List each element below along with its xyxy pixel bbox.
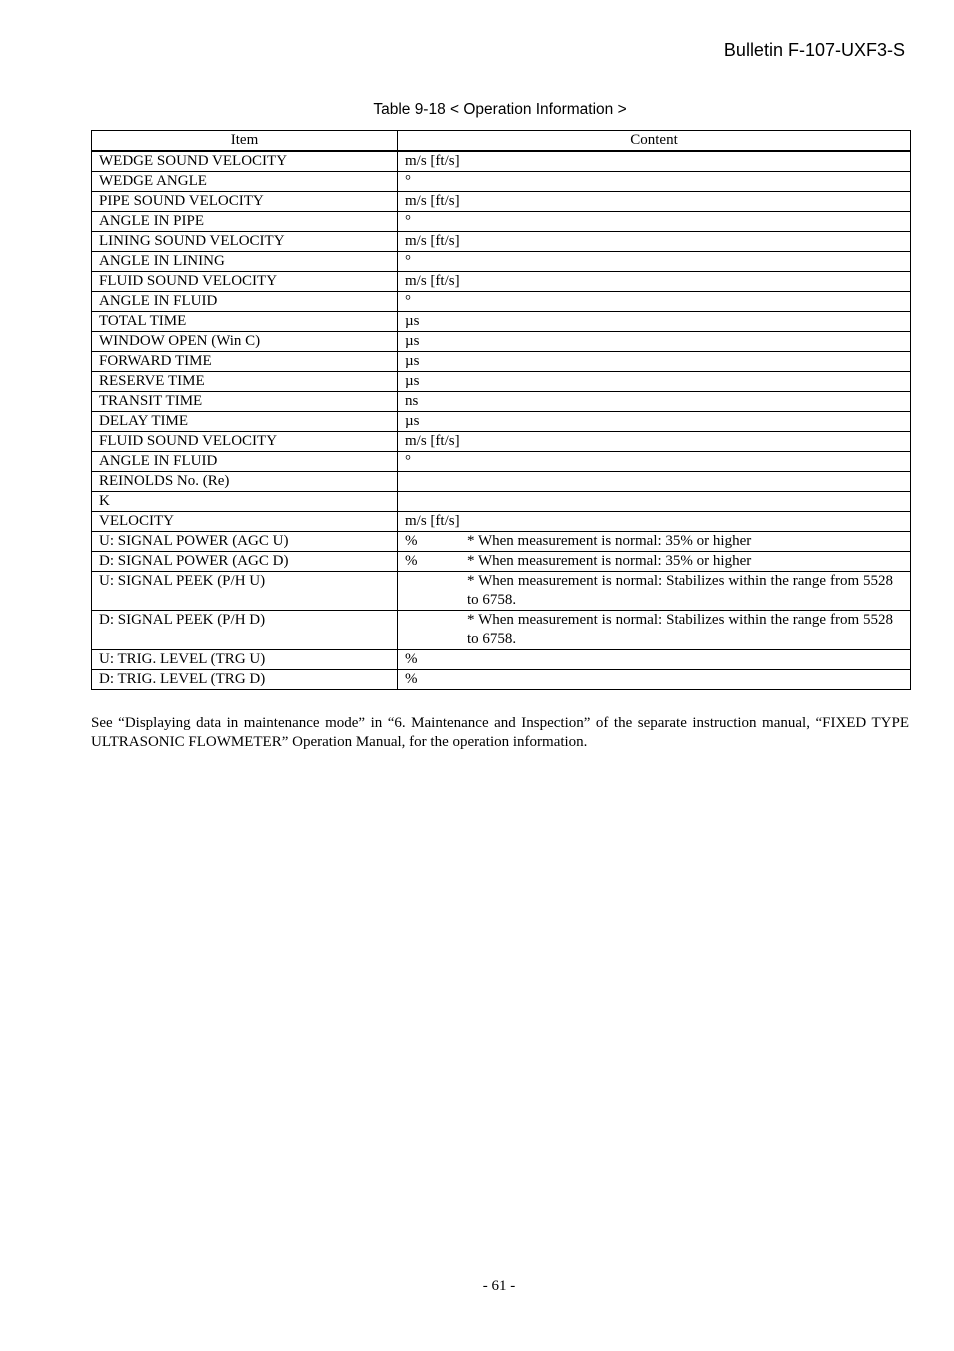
table-row	[92, 512, 911, 532]
table-row	[92, 392, 911, 412]
unit-text: m/s [ft/s]	[405, 273, 460, 289]
table-row	[92, 572, 911, 611]
unit-text: °	[405, 293, 411, 309]
content-cell	[398, 272, 911, 292]
content-cell	[398, 332, 911, 352]
item-cell: FLUID SOUND VELOCITY	[92, 432, 398, 452]
item-cell: RESERVE TIME	[92, 372, 398, 392]
page-number: - 61 -	[482, 1278, 516, 1294]
table-row	[92, 212, 911, 232]
unit-text: m/s [ft/s]	[405, 513, 460, 529]
table-row	[92, 272, 911, 292]
item-cell: LINING SOUND VELOCITY	[92, 232, 398, 252]
unit-text: µs	[405, 353, 420, 369]
item-cell: DELAY TIME	[92, 412, 398, 432]
content-cell	[398, 151, 911, 172]
content-cell	[398, 172, 911, 192]
column-header-content: Content	[398, 131, 911, 152]
table-row	[92, 432, 911, 452]
content-cell	[398, 212, 911, 232]
table-row	[92, 252, 911, 272]
item-cell: FORWARD TIME	[92, 352, 398, 372]
content-cell	[398, 650, 911, 670]
item-cell: U: SIGNAL POWER (AGC U)	[92, 532, 398, 552]
content-cell	[398, 312, 911, 332]
unit-text: m/s [ft/s]	[405, 193, 460, 209]
unit-text: °	[405, 213, 411, 229]
table-row	[92, 412, 911, 432]
note-text: * When measurement is normal: Stabilizes within the range from 5528 to 6758.	[467, 573, 893, 608]
item-cell: VELOCITY	[92, 512, 398, 532]
item-cell: U: SIGNAL PEEK (P/H U)	[92, 572, 398, 611]
content-cell	[398, 192, 911, 212]
table-row	[92, 352, 911, 372]
item-cell: ANGLE IN LINING	[92, 252, 398, 272]
unit-text: ns	[405, 393, 419, 409]
item-cell: D: TRIG. LEVEL (TRG D)	[92, 670, 398, 690]
table-row	[92, 670, 911, 690]
table-row	[92, 472, 911, 492]
item-cell: D: SIGNAL PEEK (P/H D)	[92, 611, 398, 650]
table-row	[92, 312, 911, 332]
table-row	[92, 650, 911, 670]
content-cell	[398, 472, 911, 492]
item-cell: TRANSIT TIME	[92, 392, 398, 412]
note-text: * When measurement is normal: Stabilizes within the range from 5528 to 6758.	[467, 612, 893, 647]
table-row	[92, 151, 911, 172]
operation-information-table	[91, 130, 911, 690]
item-cell: PIPE SOUND VELOCITY	[92, 192, 398, 212]
unit-text: %	[405, 671, 418, 687]
table-caption: Table 9-18 < Operation Information >	[373, 101, 627, 118]
content-cell	[398, 392, 911, 412]
unit-text: °	[405, 173, 411, 189]
item-cell: FLUID SOUND VELOCITY	[92, 272, 398, 292]
unit-text: %	[405, 553, 418, 569]
content-cell	[398, 352, 911, 372]
table-row	[92, 172, 911, 192]
table-row	[92, 372, 911, 392]
content-cell	[398, 532, 911, 552]
table-header-row	[92, 131, 911, 152]
column-header-item: Item	[92, 131, 398, 152]
item-cell: TOTAL TIME	[92, 312, 398, 332]
unit-text: µs	[405, 313, 420, 329]
unit-text: %	[405, 651, 418, 667]
content-cell	[398, 432, 911, 452]
unit-text: m/s [ft/s]	[405, 153, 460, 169]
item-cell: U: TRIG. LEVEL (TRG U)	[92, 650, 398, 670]
content-cell	[398, 232, 911, 252]
table-row	[92, 292, 911, 312]
content-cell	[398, 611, 911, 650]
item-cell: D: SIGNAL POWER (AGC D)	[92, 552, 398, 572]
item-cell: K	[92, 492, 398, 512]
item-cell: WINDOW OPEN (Win C)	[92, 332, 398, 352]
unit-text: °	[405, 453, 411, 469]
unit-text: °	[405, 253, 411, 269]
unit-text: µs	[405, 333, 420, 349]
unit-text: m/s [ft/s]	[405, 433, 460, 449]
unit-text: %	[405, 533, 418, 549]
item-cell: WEDGE SOUND VELOCITY	[92, 151, 398, 172]
content-cell	[398, 512, 911, 532]
bulletin-number: Bulletin F-107-UXF3-S	[723, 40, 905, 60]
item-cell: WEDGE ANGLE	[92, 172, 398, 192]
table-row	[92, 492, 911, 512]
table-row	[92, 232, 911, 252]
unit-text: µs	[405, 413, 420, 429]
table-row	[92, 532, 911, 552]
note-text: * When measurement is normal: 35% or higher	[467, 533, 752, 549]
table-row	[92, 192, 911, 212]
content-cell	[398, 372, 911, 392]
item-cell: ANGLE IN FLUID	[92, 452, 398, 472]
content-cell	[398, 252, 911, 272]
content-cell	[398, 552, 911, 572]
table-row	[92, 552, 911, 572]
content-cell	[398, 452, 911, 472]
item-cell: REINOLDS No. (Re)	[92, 472, 398, 492]
unit-text: m/s [ft/s]	[405, 233, 460, 249]
table-row	[92, 452, 911, 472]
table-row	[92, 332, 911, 352]
content-cell	[398, 412, 911, 432]
item-cell: ANGLE IN FLUID	[92, 292, 398, 312]
item-cell: ANGLE IN PIPE	[92, 212, 398, 232]
content-cell	[398, 292, 911, 312]
content-cell	[398, 670, 911, 690]
content-cell	[398, 492, 911, 512]
table-row	[92, 611, 911, 650]
reference-paragraph: See “Displaying data in maintenance mode” in “6. Maintenance and Inspection” of the separate instruction manual, “FIXED TYPE ULTRASONIC FLOWMETER” Operation Manual, for the operation information.	[91, 715, 909, 750]
unit-text: µs	[405, 373, 420, 389]
note-text: * When measurement is normal: 35% or higher	[467, 553, 752, 569]
content-cell	[398, 572, 911, 611]
